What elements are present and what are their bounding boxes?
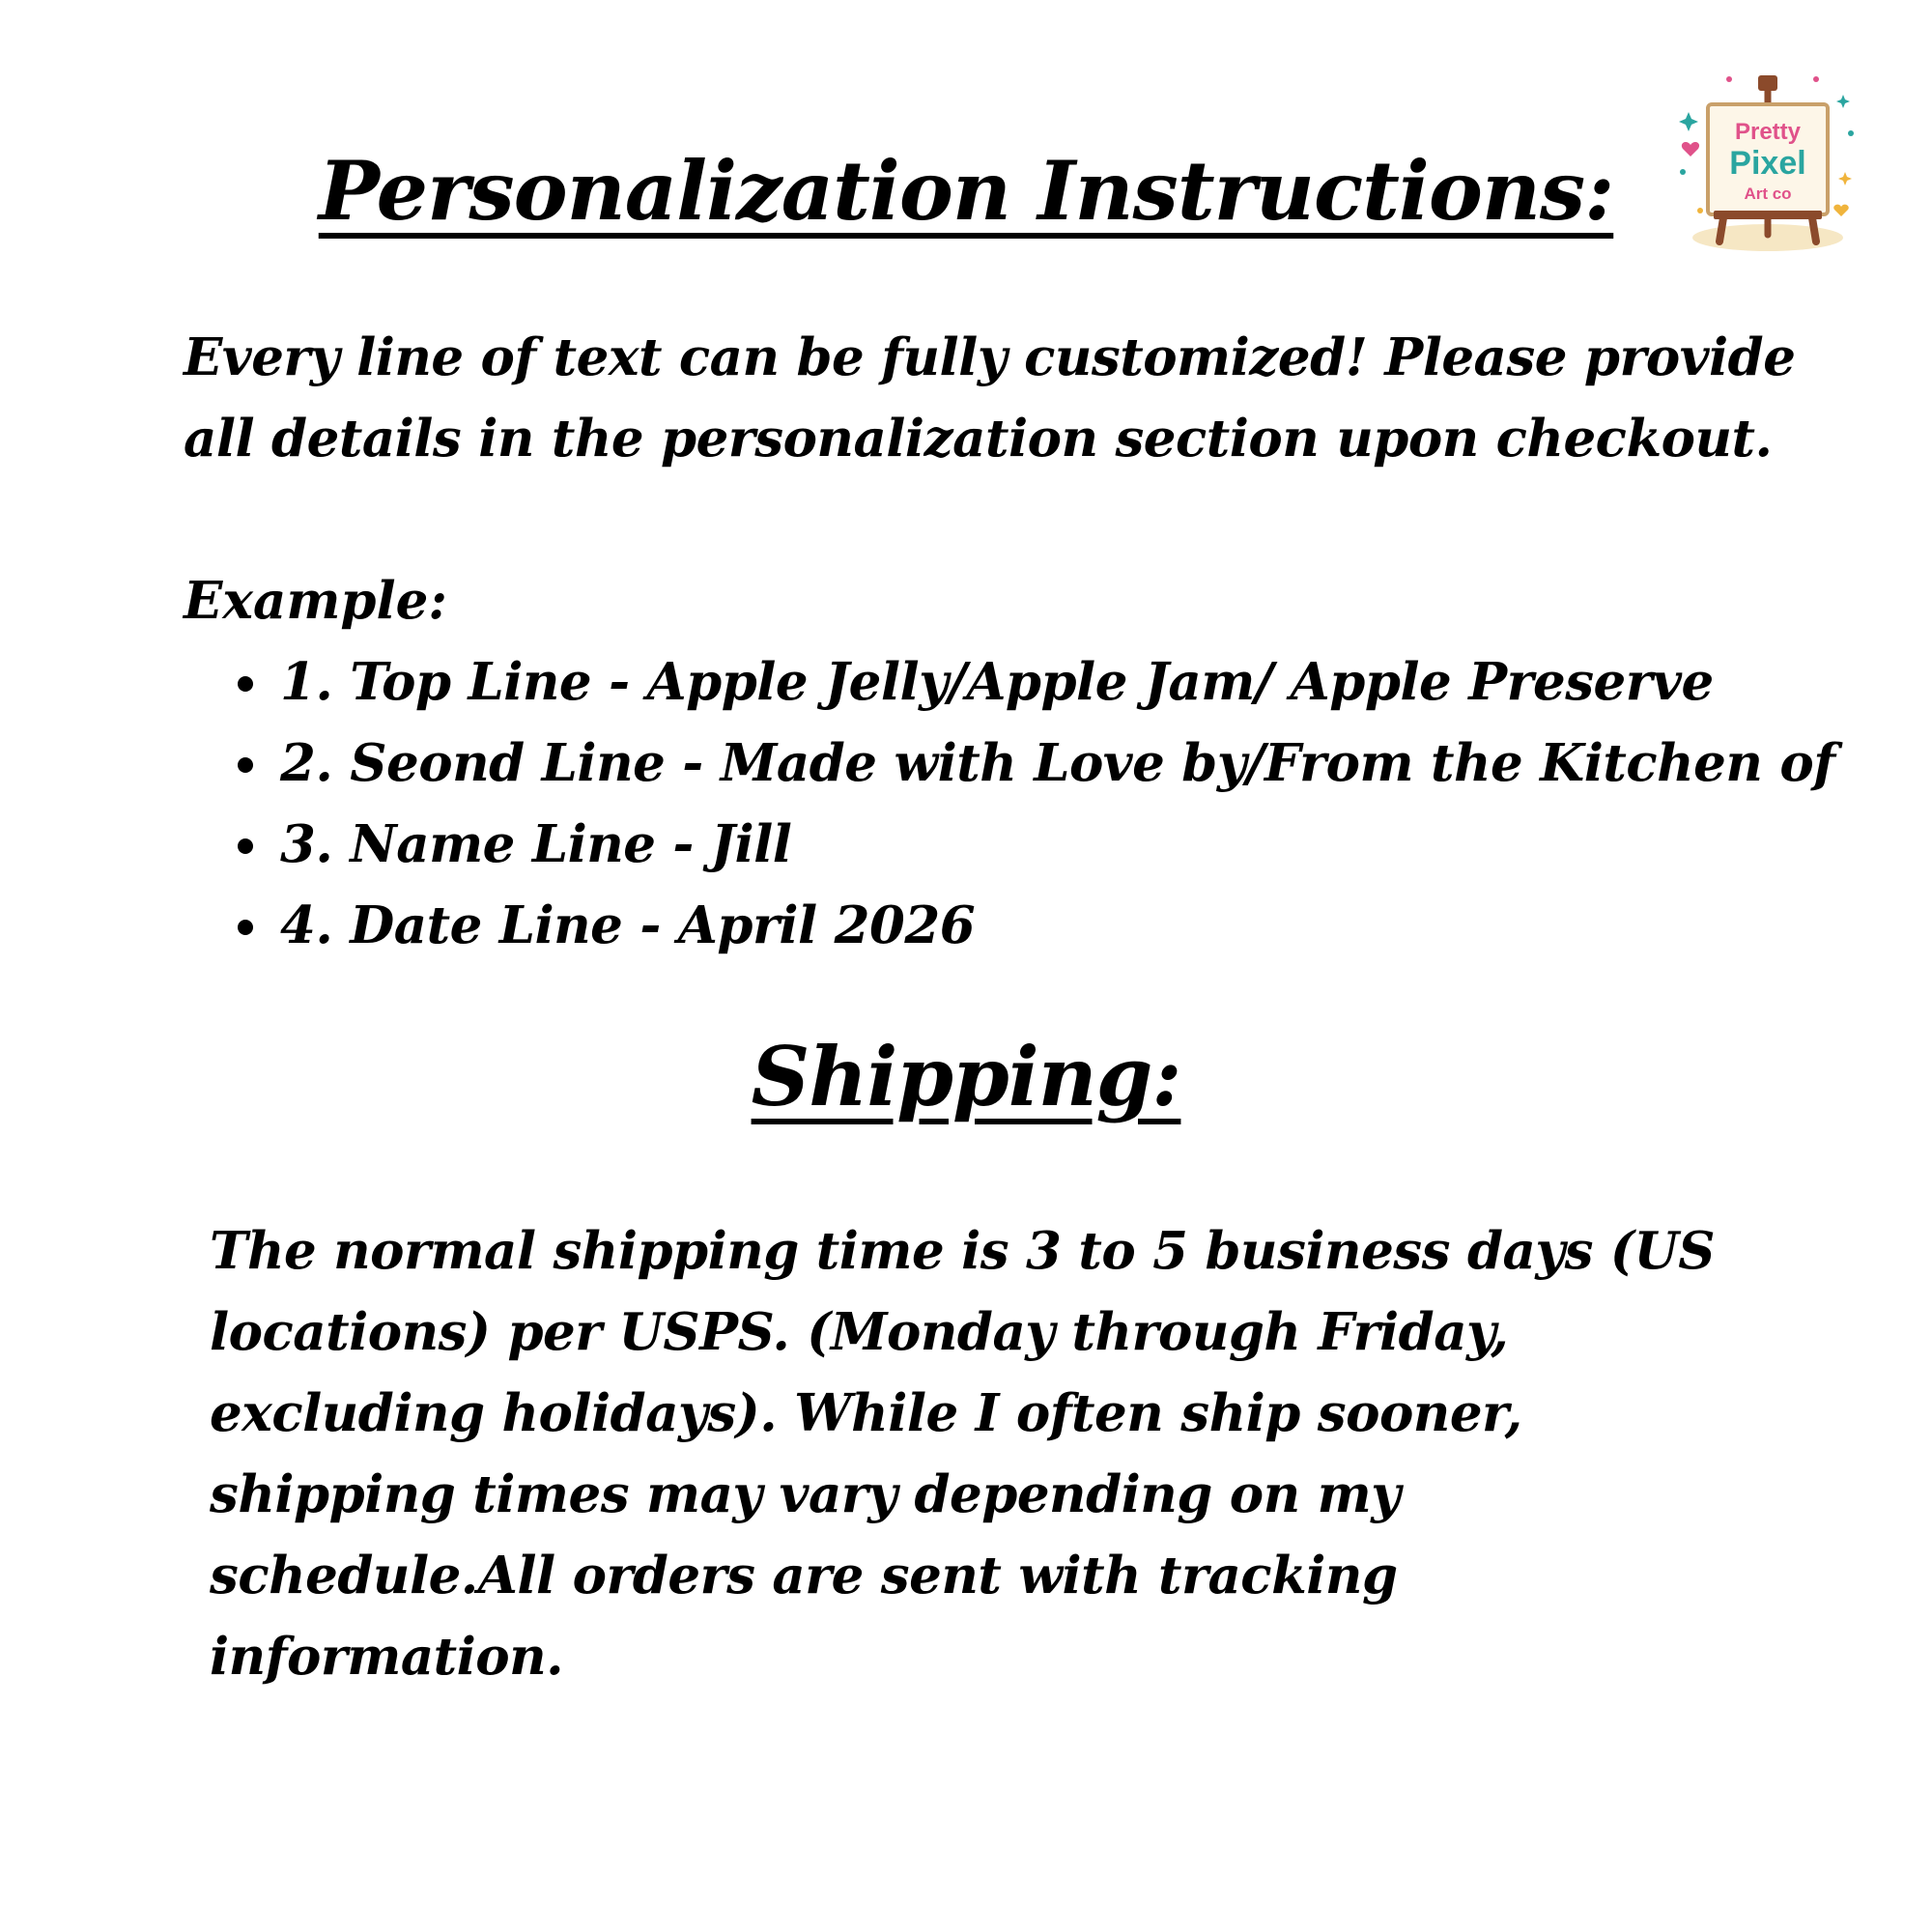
- example-item-text: 2. Seond Line - Made with Love by/From the Kitchen of: [280, 733, 1835, 793]
- example-item: [232, 723, 1835, 804]
- example-item: [232, 885, 1835, 966]
- example-item-text: 3. Name Line - Jill: [280, 814, 792, 874]
- personalization-intro: Every line of text can be fully customized! Please provide all details in the personalization section upon checkout.: [184, 327, 1796, 469]
- shipping-title: Shipping:: [751, 1029, 1181, 1124]
- bullet-icon: [238, 838, 253, 854]
- logo-text-line3: Art co: [1744, 185, 1792, 203]
- example-list: [232, 641, 1835, 966]
- example-item-text: 1. Top Line - Apple Jelly/Apple Jam/ Apple Preserve: [280, 652, 1714, 712]
- example-item: [232, 641, 1835, 723]
- example-item-text: 4. Date Line - April 2026: [280, 895, 976, 955]
- shipping-body: The normal shipping time is 3 to 5 business days (US locations) per USPS. (Monday through Friday, excluding holidays). While I often ship sooner, shipping times may vary depending on my schedule.All orders are sent with tracking information.: [210, 1221, 1715, 1687]
- brand-logo: [1671, 66, 1864, 259]
- bullet-icon: [238, 920, 253, 935]
- bullet-icon: [238, 676, 253, 692]
- bullet-icon: [238, 757, 253, 773]
- personalization-title: Personalization Instructions:: [318, 143, 1614, 239]
- example-label: Example:: [184, 571, 447, 631]
- logo-text-line1: Pretty: [1734, 119, 1802, 145]
- logo-text-line2: Pixel: [1729, 145, 1806, 182]
- example-item: [232, 804, 1835, 885]
